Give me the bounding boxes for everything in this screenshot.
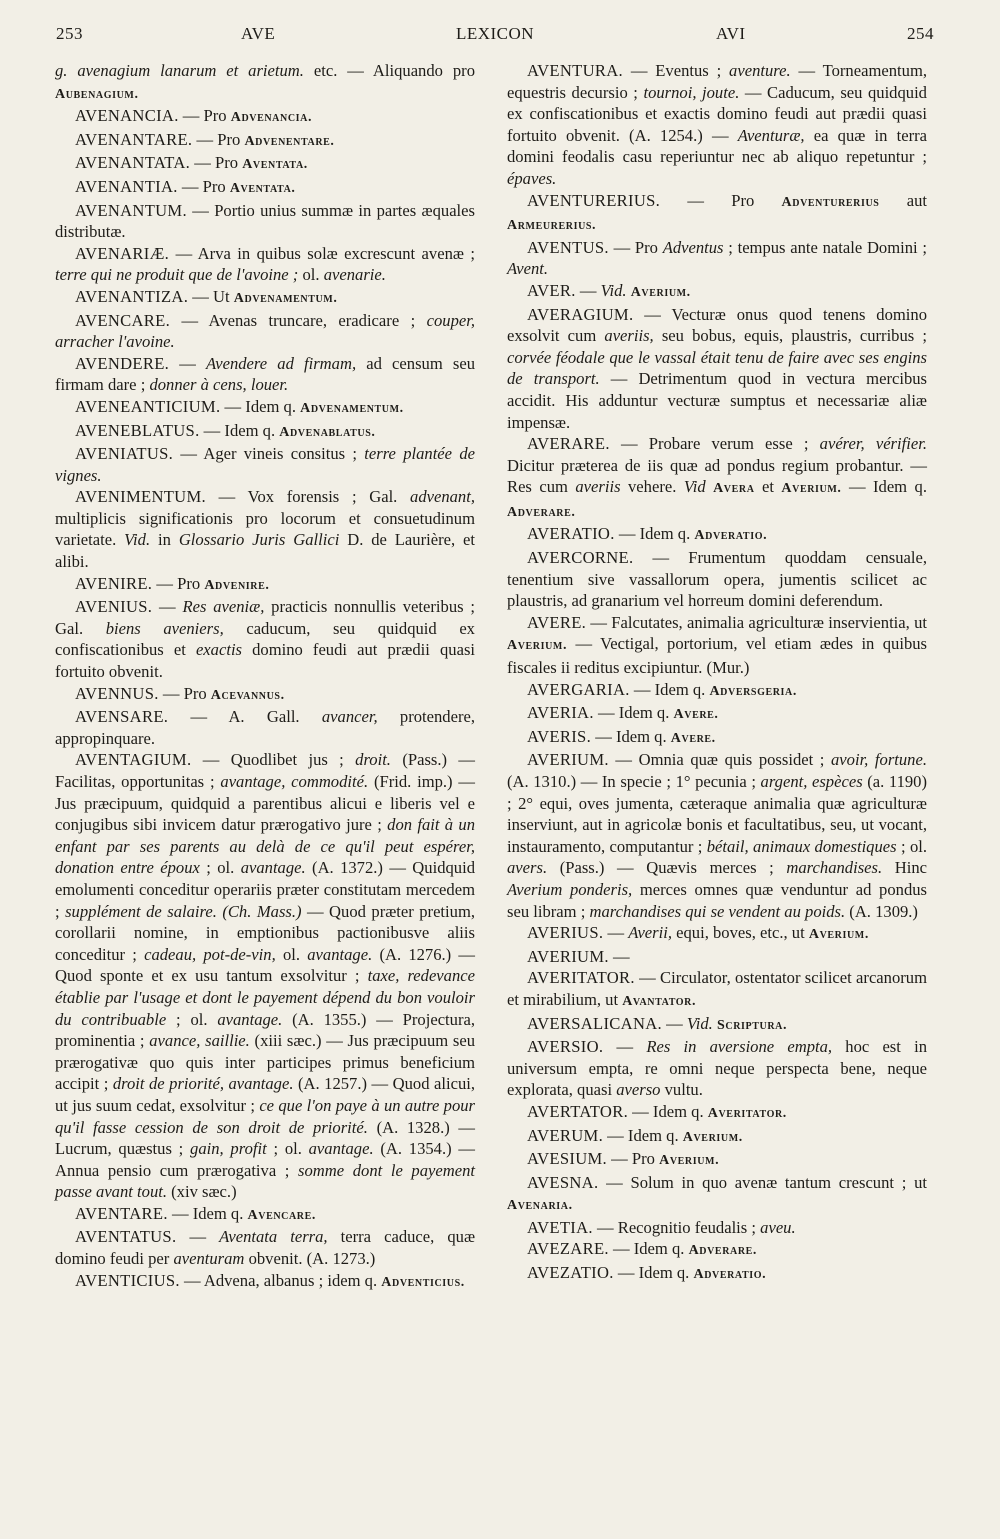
dictionary-entry <box>507 304 927 434</box>
dictionary-entry <box>507 1013 927 1037</box>
entry-text: — <box>603 923 629 943</box>
entry-text: — Advena, albanus ; idem q. <box>179 1270 382 1290</box>
entry-text: (A. 1372.) — Quidquid emolumenti conceditur operariis præter constitutam mercedem ; <box>55 858 475 921</box>
italic-gloss: avantage. <box>308 1139 374 1159</box>
entry-text: ol. <box>298 265 324 285</box>
italic-gloss: terre plantée de vignes. <box>55 444 475 485</box>
entry-headword: AVERATIO. <box>527 524 615 544</box>
entry-text: — <box>169 353 207 373</box>
dictionary-entry <box>55 286 475 310</box>
entry-text: (a. 1190) ; 2° equi, oves jumenta, cæteraque animalia quæ agriculturæ inserviunt, aut in agricolæ bonis et facultatibus, seu, ut vocant, instauramento, computantur ; <box>507 772 928 856</box>
cross-reference: Adventurerius <box>781 194 880 210</box>
cross-reference: Averium. <box>781 481 842 497</box>
dictionary-entry <box>55 420 475 444</box>
dictionary-entry <box>507 60 927 190</box>
entry-text: — Recognitio feudalis ; <box>592 1217 761 1237</box>
entry-text: Hinc <box>882 858 927 878</box>
entry-text: (xiv sæc.) <box>167 1182 237 1202</box>
cross-reference: Adverare. <box>688 1243 758 1259</box>
cross-reference: Avere. <box>670 730 716 746</box>
entry-text: — Omnia quæ quis possidet ; <box>608 750 831 770</box>
dictionary-entry <box>507 1172 927 1217</box>
italic-gloss: somme dont le payement passe avant tout. <box>55 1160 475 1202</box>
dictionary-entry <box>507 190 927 237</box>
cross-reference: Avera <box>713 481 755 497</box>
dictionary-entry <box>507 237 927 280</box>
entry-headword: AVERITATOR. <box>527 968 635 988</box>
entry-text: — Pro <box>607 1149 660 1169</box>
entry-text: — Pro <box>192 129 245 149</box>
entry-text: — Quodlibet jus ; <box>191 750 356 770</box>
italic-gloss: Avendere ad firmam, <box>206 353 357 373</box>
entry-text: Dicitur præterea de iis quæ ad pondus regium probantur. — Res cum <box>507 455 927 497</box>
cross-reference: Averitator. <box>707 1105 787 1121</box>
dictionary-entry <box>507 547 927 612</box>
italic-gloss: marchandises. <box>786 858 883 878</box>
entry-text: (A. 1328.) — Lucrum, quæstus ; <box>55 1117 475 1159</box>
entry-text: — Idem q. <box>603 1125 683 1145</box>
left-guide-word: AVE <box>241 24 276 43</box>
italic-gloss: tournoi, joute. <box>643 82 740 102</box>
cross-reference: Averium. <box>659 1153 720 1169</box>
entry-headword: AVEZARE. <box>527 1239 609 1259</box>
italic-gloss: avantage. <box>240 858 306 878</box>
dictionary-entry <box>507 1217 927 1239</box>
entry-headword: AVENTURA. <box>527 61 623 80</box>
italic-gloss: avance, saillie. <box>149 1031 250 1051</box>
italic-gloss: cadeau, pot-de-vin, <box>144 944 276 964</box>
entry-text: obvenit. (A. 1273.) <box>244 1249 376 1269</box>
cross-reference: Averium. <box>630 284 691 300</box>
italic-gloss: avantage. <box>307 944 373 964</box>
entry-text: — Idem q. <box>629 679 710 699</box>
entry-text: multiplicis significationis pro locorum et consuetudinum varietate. <box>55 508 475 550</box>
entry-text: ; ol. <box>166 1009 218 1029</box>
entry-text: — Vecturæ onus quod tenens domino exsolvit cum <box>507 304 927 346</box>
entry-text: — Probare verum esse ; <box>609 434 820 454</box>
dictionary-entry <box>55 353 475 396</box>
italic-gloss: ce que l'on paye à un autre pour qu'il fasse cession de son droit de priorité. <box>55 1095 475 1137</box>
italic-gloss: bétail, animaux domestiques <box>706 836 897 856</box>
italic-gloss: g. avenagium lanarum et arietum. <box>55 61 304 80</box>
entry-headword: AVERARE. <box>527 434 610 454</box>
entry-text: practicis nonnullis veteribus ; Gal. <box>55 597 475 638</box>
entry-text: hoc est in universum empta, re omni neque perspecta bene, neque explorata, quasi <box>507 1037 927 1100</box>
dictionary-entry <box>55 60 475 105</box>
entry-headword: AVESIUM. <box>527 1149 608 1169</box>
italic-gloss: épaves. <box>507 168 557 188</box>
entry-text: (A. 1257.) — Quod alicui, ut jus suum cedat, exsolvitur ; <box>55 1074 475 1115</box>
italic-gloss: Averii, <box>628 923 672 943</box>
cross-reference: Avantator. <box>622 993 697 1009</box>
entry-text: etc. — Aliquando pro <box>303 61 475 80</box>
entry-headword: AVENTATUS. <box>75 1227 177 1247</box>
italic-gloss: avérer, vérifier. <box>819 434 927 454</box>
entry-text: — Idem q. <box>220 396 301 416</box>
italic-gloss: terre qui ne produit que de l'avoine ; <box>55 265 299 285</box>
entry-text: — <box>176 1227 220 1247</box>
entry-headword: AVENEBLATUS. <box>75 420 200 440</box>
right-guide-word: AVI <box>716 24 746 43</box>
cross-reference: Advenablatus. <box>279 424 376 440</box>
dictionary-entry <box>507 946 927 968</box>
dictionary-entry <box>507 702 927 726</box>
entry-headword: AVERGARIA. <box>527 679 630 699</box>
dictionary-entry <box>507 523 927 547</box>
italic-gloss: Vid <box>683 477 706 497</box>
entry-text: seu bobus, equis, plaustris, curribus ; <box>653 326 927 346</box>
italic-gloss: avancer, <box>321 707 378 727</box>
dictionary-entry <box>507 726 927 750</box>
italic-gloss: averso <box>616 1080 661 1100</box>
entry-text: ; tempus ante natale Domini ; <box>723 237 927 257</box>
italic-gloss: Vid. <box>686 1013 713 1033</box>
entry-text: — Idem q. <box>593 703 674 723</box>
entry-headword: AVENIRE. <box>75 573 153 593</box>
entry-headword: AVERSIO. <box>527 1037 604 1057</box>
entry-headword: AVENTARE. <box>75 1203 168 1223</box>
dictionary-entry <box>55 1270 475 1294</box>
entry-text: (Pass.) — Facilitas, opportunitas ; <box>55 750 475 791</box>
entry-headword: AVER. <box>527 280 576 300</box>
cross-reference: Adveratio. <box>693 1267 767 1283</box>
entry-text: — Pro <box>608 237 663 257</box>
entry-text: — Avenas truncare, eradicare ; <box>170 310 427 330</box>
cross-reference: Adversgeria. <box>709 683 797 699</box>
italic-gloss: droit. <box>355 750 391 770</box>
dictionary-entry <box>507 1238 927 1262</box>
entry-headword: AVENTICIUS. <box>75 1270 180 1290</box>
entry-text: — Detrimentum quod in vectura mercibus accidit. His adduntur vecturæ sumptus et necessariæ aliæ impensæ. <box>507 369 927 432</box>
entry-text: (A. 1309.) <box>845 901 918 921</box>
entry-text: caducum, seu quidquid ex confiscationibus et <box>55 618 475 660</box>
italic-gloss: averiis <box>575 477 621 497</box>
italic-gloss: Averium ponderis, <box>507 879 633 899</box>
entry-headword: AVENTURERIUS. <box>527 190 661 210</box>
cross-reference: Acevannus. <box>210 687 285 703</box>
cross-reference: Aubenagium. <box>55 86 139 102</box>
entry-text: — Eventus ; <box>622 61 730 80</box>
dictionary-entry <box>55 310 475 353</box>
dictionary-entry <box>507 433 927 523</box>
dictionary-entry <box>507 679 927 703</box>
dictionary-entry <box>507 967 927 1012</box>
cross-reference: Adventicius. <box>381 1274 465 1290</box>
entry-text: — Pro <box>190 153 243 173</box>
dictionary-entry <box>55 129 475 153</box>
entry-text: vehere. <box>620 477 684 497</box>
entry-text: ol. <box>275 944 308 964</box>
cross-reference: Advenamentum. <box>233 290 338 306</box>
cross-reference: Adveratio. <box>694 528 768 544</box>
entry-headword: AVERTATOR. <box>527 1101 629 1121</box>
entry-headword: AVERIS. <box>527 726 592 746</box>
italic-gloss: advenant, <box>410 487 475 507</box>
dictionary-entry <box>55 706 475 749</box>
entry-headword: AVENANTUM. <box>75 200 187 220</box>
dictionary-entry <box>507 280 927 304</box>
right-page-number: 254 <box>907 24 934 43</box>
cross-reference: Advenentare. <box>244 133 335 149</box>
dictionary-entry <box>55 443 475 486</box>
entry-headword: AVENTAGIUM. <box>75 750 192 770</box>
entry-text: ea quæ in terra domini feodalis casu reperiuntur nec ab aliquo repetuntur ; <box>507 125 927 167</box>
cross-reference: Scriptura. <box>717 1017 788 1033</box>
entry-text: (A. 1310.) — In specie ; 1° pecunia ; <box>507 772 761 791</box>
entry-headword: AVENANCIA. <box>75 106 179 126</box>
entry-text: — Quod præter pretium, corollarii nomine, in emptionibus pactionibusve aliis conceditur ; <box>55 901 476 964</box>
italic-gloss: couper, arracher l'avoine. <box>55 310 475 352</box>
entry-text: — Vox forensis ; Gal. <box>205 487 411 507</box>
entry-text: — Falcutates, animalia agriculturæ inservientia, ut <box>586 612 927 632</box>
entry-text: aut <box>879 190 928 210</box>
entry-headword: AVETIA. <box>527 1217 593 1237</box>
entry-text: — A. Gall. <box>168 707 322 727</box>
italic-gloss: aveu. <box>760 1217 796 1237</box>
entry-text: — Idem q. <box>591 726 671 746</box>
dictionary-entry <box>55 1203 475 1227</box>
cross-reference: Aventata. <box>242 157 308 173</box>
cross-reference: Avencare. <box>247 1207 316 1223</box>
entry-headword: AVERIUS. <box>527 923 604 943</box>
italic-gloss: aventure. <box>729 61 791 80</box>
entry-headword: AVENNUS. <box>75 683 159 703</box>
right-column <box>507 60 927 1286</box>
entry-text: — Idem q. <box>199 420 280 440</box>
italic-gloss: marchandises qui se vendent au poids. <box>589 901 846 921</box>
italic-gloss: corvée féodale que le vassal était tenu de faire avec ses engins de transport. <box>507 347 927 389</box>
entry-text: — Idem q. <box>613 1263 694 1283</box>
entry-text: — Ut <box>188 286 234 306</box>
entry-text: — Circulator, ostentator scilicet arcanorum et mirabilium, ut <box>507 968 927 1009</box>
entry-headword: AVERE. <box>527 612 587 632</box>
dictionary-entry <box>507 749 927 922</box>
dictionary-entry <box>55 486 475 572</box>
entry-text: (Frid. imp.) — Jus præcipuum, quidquid a parentibus alicui e liberis vel e conjugibus sibi invicem datur prærogativo jure ; <box>55 772 475 835</box>
italic-gloss: Glossario Juris Gallici <box>178 530 340 550</box>
cross-reference: Advenire. <box>204 577 270 593</box>
italic-gloss: avoir, fortune. <box>831 750 927 770</box>
entry-text: vultu. <box>660 1080 703 1100</box>
cross-reference: Avenaria. <box>507 1198 573 1214</box>
entry-headword: AVENANTATA. <box>75 153 191 173</box>
entry-text: merces omnes quæ venduntur ad pondus seu libram ; <box>507 879 927 921</box>
entry-text: ad censum seu firmam dare ; <box>55 353 476 395</box>
entry-headword: AVENSARE. <box>75 707 169 727</box>
entry-text <box>706 477 713 496</box>
entry-text: (A. 1354.) — Annua pensio cum prærogativa ; <box>55 1139 475 1180</box>
entry-text: — Ager vineis consitus ; <box>173 444 365 464</box>
entry-text: in <box>150 530 179 550</box>
entry-text: — <box>608 946 630 966</box>
entry-text: — Idem q. <box>614 524 695 544</box>
dictionary-entry <box>55 573 475 597</box>
entry-headword: AVERIUM. <box>527 946 609 966</box>
cross-reference: Advenamentum. <box>300 400 404 416</box>
dictionary-entry <box>55 396 475 420</box>
entry-text: — Idem q. <box>628 1101 708 1121</box>
entry-headword: AVERCORNE. <box>527 548 634 568</box>
entry-text: — Pro <box>660 190 782 210</box>
entry-text: ; ol. <box>896 836 927 856</box>
entry-headword: AVENEANTICIUM. <box>75 396 221 416</box>
entry-headword: AVENIUS. <box>75 597 153 617</box>
entry-text: protendere, appropinquare. <box>55 707 475 748</box>
italic-gloss: supplément de salaire. (Ch. Mass.) <box>65 901 302 921</box>
italic-gloss: gain, profit <box>190 1139 267 1159</box>
entry-text: — <box>603 1037 647 1057</box>
italic-gloss: Aventata terra, <box>219 1227 328 1247</box>
dictionary-entry <box>507 1262 927 1286</box>
italic-gloss: taxe, redevance établie par l'usage et dont le payement dépend du bon vouloir du contribuable <box>55 966 475 1029</box>
entry-text: — Frumentum quoddam censuale, tenentium sive vassallorum opera, jumentis scilicet ac plaustris, ad granarium vel horreum domini deferendum. <box>507 548 927 611</box>
entry-text: — Pro <box>152 573 205 593</box>
entry-text: — <box>575 280 601 300</box>
italic-gloss: donner à cens, louer. <box>149 375 289 395</box>
entry-text: — Idem q. <box>841 477 927 497</box>
cross-reference: Avere. <box>673 707 719 723</box>
italic-gloss: Res aveniæ, <box>182 597 265 617</box>
dictionary-entry <box>55 596 475 682</box>
dictionary-entry <box>55 105 475 129</box>
cross-reference: Adverare. <box>507 504 576 520</box>
entry-headword: AVENDERE. <box>75 353 170 373</box>
running-header <box>56 24 934 54</box>
dictionary-entry <box>507 1036 927 1101</box>
dictionary-entry <box>507 1101 927 1125</box>
dictionary-entry <box>507 1148 927 1172</box>
entry-text: et <box>754 477 782 497</box>
italic-gloss: aventuram <box>173 1249 245 1269</box>
entry-text: equi, boves, etc., ut <box>672 923 809 943</box>
dictionary-entry <box>55 683 475 707</box>
entry-text: — Pro <box>177 176 230 196</box>
cross-reference: Advenancia. <box>230 110 313 126</box>
entry-headword: AVERIUM. <box>527 750 609 770</box>
entry-text: D. de Laurière, et alibi. <box>55 530 475 572</box>
entry-text: — <box>661 1013 687 1033</box>
entry-text: ; ol. <box>266 1139 309 1159</box>
dictionary-entry <box>55 749 475 1202</box>
entry-text: ; ol. <box>199 858 241 878</box>
dictionary-entry <box>55 1226 475 1269</box>
italic-gloss: avantage, commodité. <box>220 772 369 791</box>
italic-gloss: don fait à un enfant par ses parents au delà de ce qu'il peut espérer, donation entre époux <box>55 815 476 878</box>
entry-text: (Pass.) — Quævis merces ; <box>547 858 787 878</box>
entry-text: — Solum in quo avenæ tantum crescunt ; ut <box>598 1172 927 1192</box>
entry-text: (A. 1276.) — Quod sponte et ex usu tantum exsolvitur ; <box>55 944 476 986</box>
entry-text: — Pro <box>178 106 231 126</box>
cross-reference: Averium. <box>682 1129 743 1145</box>
entry-text: — Idem q. <box>608 1239 689 1259</box>
italic-gloss: Aventuræ, <box>737 125 805 145</box>
dictionary-entry <box>507 612 927 679</box>
entry-headword: AVERIA. <box>527 703 594 723</box>
entry-headword: AVERAGIUM. <box>527 304 634 324</box>
dictionary-entry <box>55 200 475 243</box>
dictionary-entry <box>55 152 475 176</box>
italic-gloss: Adventus <box>662 237 724 257</box>
entry-text: domino feudi aut prædii quasi fortuito obvenit. <box>55 640 476 682</box>
cross-reference: Armeurerius. <box>507 218 597 234</box>
left-page-number: 253 <box>56 24 83 43</box>
entry-text: — Arva in quibus solæ excrescunt avenæ ; <box>169 243 475 263</box>
entry-headword: AVENANTIZA. <box>75 286 189 306</box>
italic-gloss: Vid. <box>600 280 627 300</box>
entry-text: — Vectigal, portorium, vel etiam ædes in quibus fiscales ii reditus excipiuntur. (Mur.) <box>507 634 927 678</box>
dictionary-entry <box>507 922 927 946</box>
cross-reference: Averium. <box>507 638 568 654</box>
italic-gloss: avers. <box>507 858 548 878</box>
italic-gloss: exactis <box>195 640 243 660</box>
cross-reference: Averium. <box>808 927 869 943</box>
entry-text: — Torneamentum, equestris decursio ; <box>507 61 927 102</box>
entry-headword: AVENIATUS. <box>75 444 174 464</box>
cross-reference: Aventata. <box>229 180 296 196</box>
entry-text: — Idem q. <box>167 1203 248 1223</box>
entry-text: — Portio unius summæ in partes æquales distributæ. <box>55 200 475 242</box>
entry-text: — Pro <box>158 683 211 703</box>
italic-gloss: biens aveniers, <box>105 618 224 638</box>
italic-gloss: Res in aversione empta, <box>646 1037 833 1057</box>
entry-text: (xiii sæc.) — Jus præcipuum seu prærogativæ quo quis inter participes primus beneficium accipit ; <box>55 1031 475 1094</box>
header-center-title: LEXICON <box>455 24 535 43</box>
entry-headword: AVENTUS. <box>527 237 609 257</box>
entry-headword: AVENANTARE. <box>75 129 193 149</box>
italic-gloss: avenarie. <box>323 265 386 285</box>
dictionary-entry <box>507 1125 927 1149</box>
dictionary-entry <box>55 243 475 286</box>
italic-gloss: Vid. <box>124 530 151 550</box>
entry-headword: AVESNA. <box>527 1172 599 1192</box>
entry-headword: AVERSALICANA. <box>527 1013 662 1033</box>
entry-text: — Caducum, seu quidquid ex confiscationibus et exactis domino feudi aut prædii quasi fortuito obvenit. (A. 1254.) — <box>507 82 927 145</box>
entry-text: (A. 1355.) — Projectura, prominentia ; <box>55 1009 476 1051</box>
italic-gloss: averiis, <box>604 326 654 346</box>
entry-headword: AVENANTIA. <box>75 176 178 196</box>
entry-text: — <box>152 597 183 617</box>
entry-headword: AVENARIÆ. <box>75 243 170 263</box>
entry-text: terra caduce, quæ domino feudi per <box>55 1227 476 1269</box>
entry-headword: AVEZATIO. <box>527 1263 614 1283</box>
left-column <box>55 60 475 1293</box>
dictionary-entry <box>55 176 475 200</box>
italic-gloss: Avent. <box>507 259 549 279</box>
italic-gloss: avantage. <box>217 1009 283 1029</box>
entry-headword: AVENCARE. <box>75 310 171 330</box>
entry-headword: AVENIMENTUM. <box>75 487 206 507</box>
italic-gloss: argent, espèces <box>760 772 863 791</box>
entry-headword: AVERUM. <box>527 1125 604 1145</box>
italic-gloss: droit de priorité, avantage. <box>112 1074 294 1094</box>
